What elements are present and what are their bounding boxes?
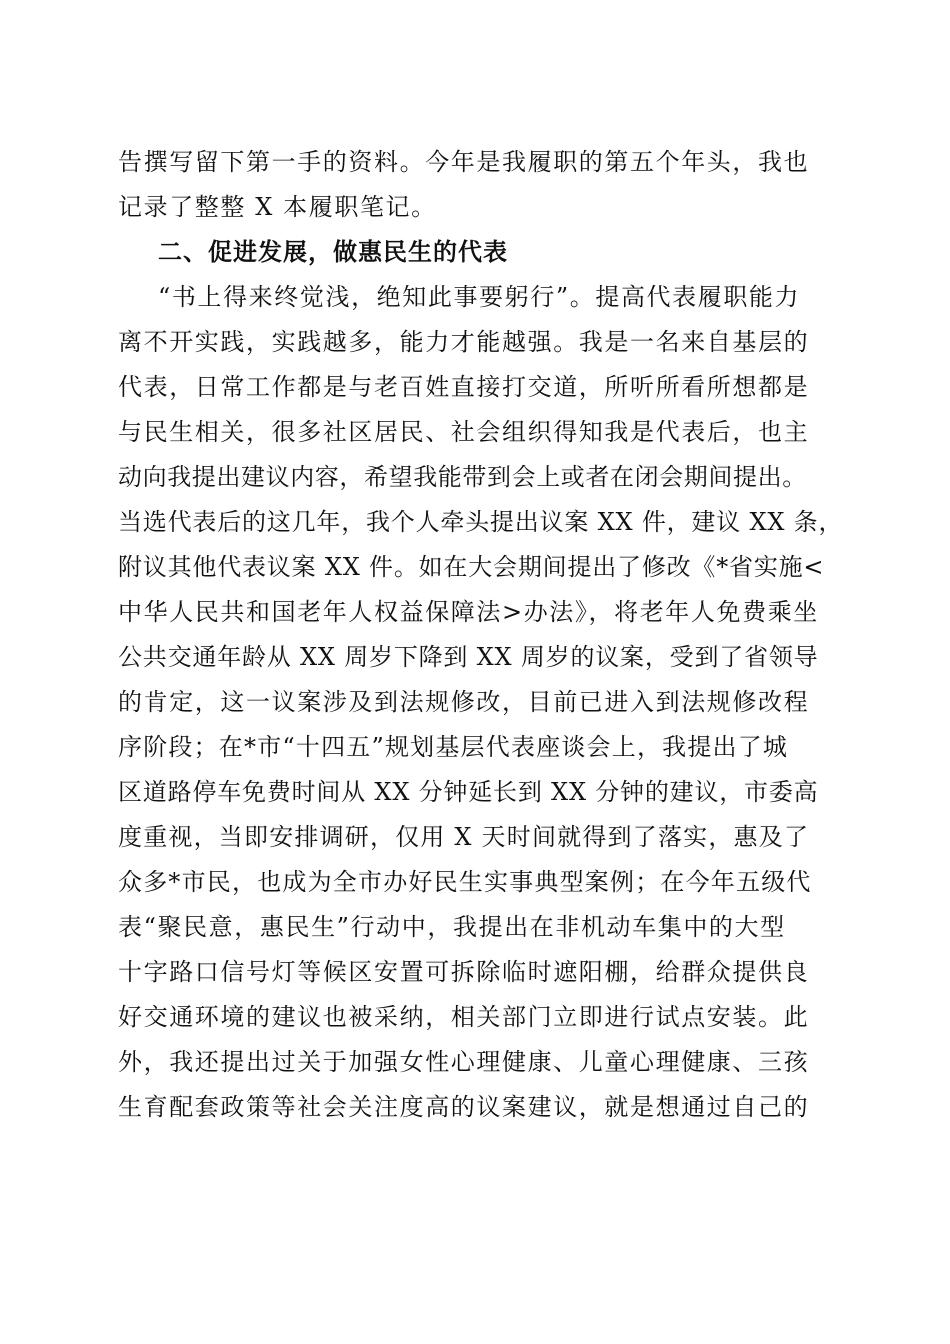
- text-line-16: 度重视，当即安排调研，仅用 X 天时间就得到了落实，惠及了: [118, 823, 810, 851]
- text-line-9: 当选代表后的这几年，我个人牵头提出议案 XX 件，建议 XX 条，: [118, 508, 844, 536]
- text-line-20: 好交通环境的建议也被采纳，相关部门立即进行试点安装。此: [118, 1003, 810, 1031]
- text-line-1: 告撰写留下第一手的资料。今年是我履职的第五个年头，我也: [118, 148, 810, 176]
- text-line-10: 附议其他代表议案 XX 件。如在大会期间提出了修改《*省实施<: [118, 553, 825, 581]
- text-line-17: 众多*市民，也成为全市办好民生实事典型案例；在今年五级代: [118, 868, 812, 896]
- text-line-21: 外，我还提出过关于加强女性心理健康、儿童心理健康、三孩: [118, 1048, 810, 1076]
- text-line-19: 十字路口信号灯等候区安置可拆除临时遮阳棚，给群众提供良: [118, 958, 810, 986]
- text-line-6: 代表，日常工作都是与老百姓直接打交道，所听所看所想都是: [118, 373, 810, 401]
- text-line-2: 记录了整整 X 本履职笔记。: [118, 193, 437, 221]
- section-heading: 二、促进发展，做惠民生的代表: [158, 238, 508, 266]
- text-line-22: 生育配套政策等社会关注度高的议案建议，就是想通过自己的: [118, 1093, 810, 1121]
- text-line-14: 序阶段；在*市“十四五”规划基层代表座谈会上，我提出了城: [118, 733, 789, 761]
- text-line-13: 的肯定，这一议案涉及到法规修改，目前已进入到法规修改程: [118, 688, 810, 716]
- text-line-7: 与民生相关，很多社区居民、社会组织得知我是代表后，也主: [118, 418, 810, 446]
- text-line-15: 区道路停车免费时间从 XX 分钟延长到 XX 分钟的建议，市委高: [118, 778, 819, 806]
- text-line-18: 表“聚民意，惠民生”行动中，我提出在非机动车集中的大型: [118, 913, 786, 941]
- text-line-4: “书上得来终觉浅，绝知此事要躬行”。提高代表履职能力: [158, 283, 801, 311]
- text-line-12: 公共交通年龄从 XX 周岁下降到 XX 周岁的议案，受到了省领导: [118, 643, 819, 671]
- text-line-11: 中华人民共和国老年人权益保障法>办法》，将老年人免费乘坐: [118, 598, 819, 626]
- text-line-8: 动向我提出建议内容，希望我能带到会上或者在闭会期间提出。: [118, 463, 807, 491]
- text-line-5: 离不开实践，实践越多，能力才能越强。我是一名来自基层的: [118, 328, 810, 356]
